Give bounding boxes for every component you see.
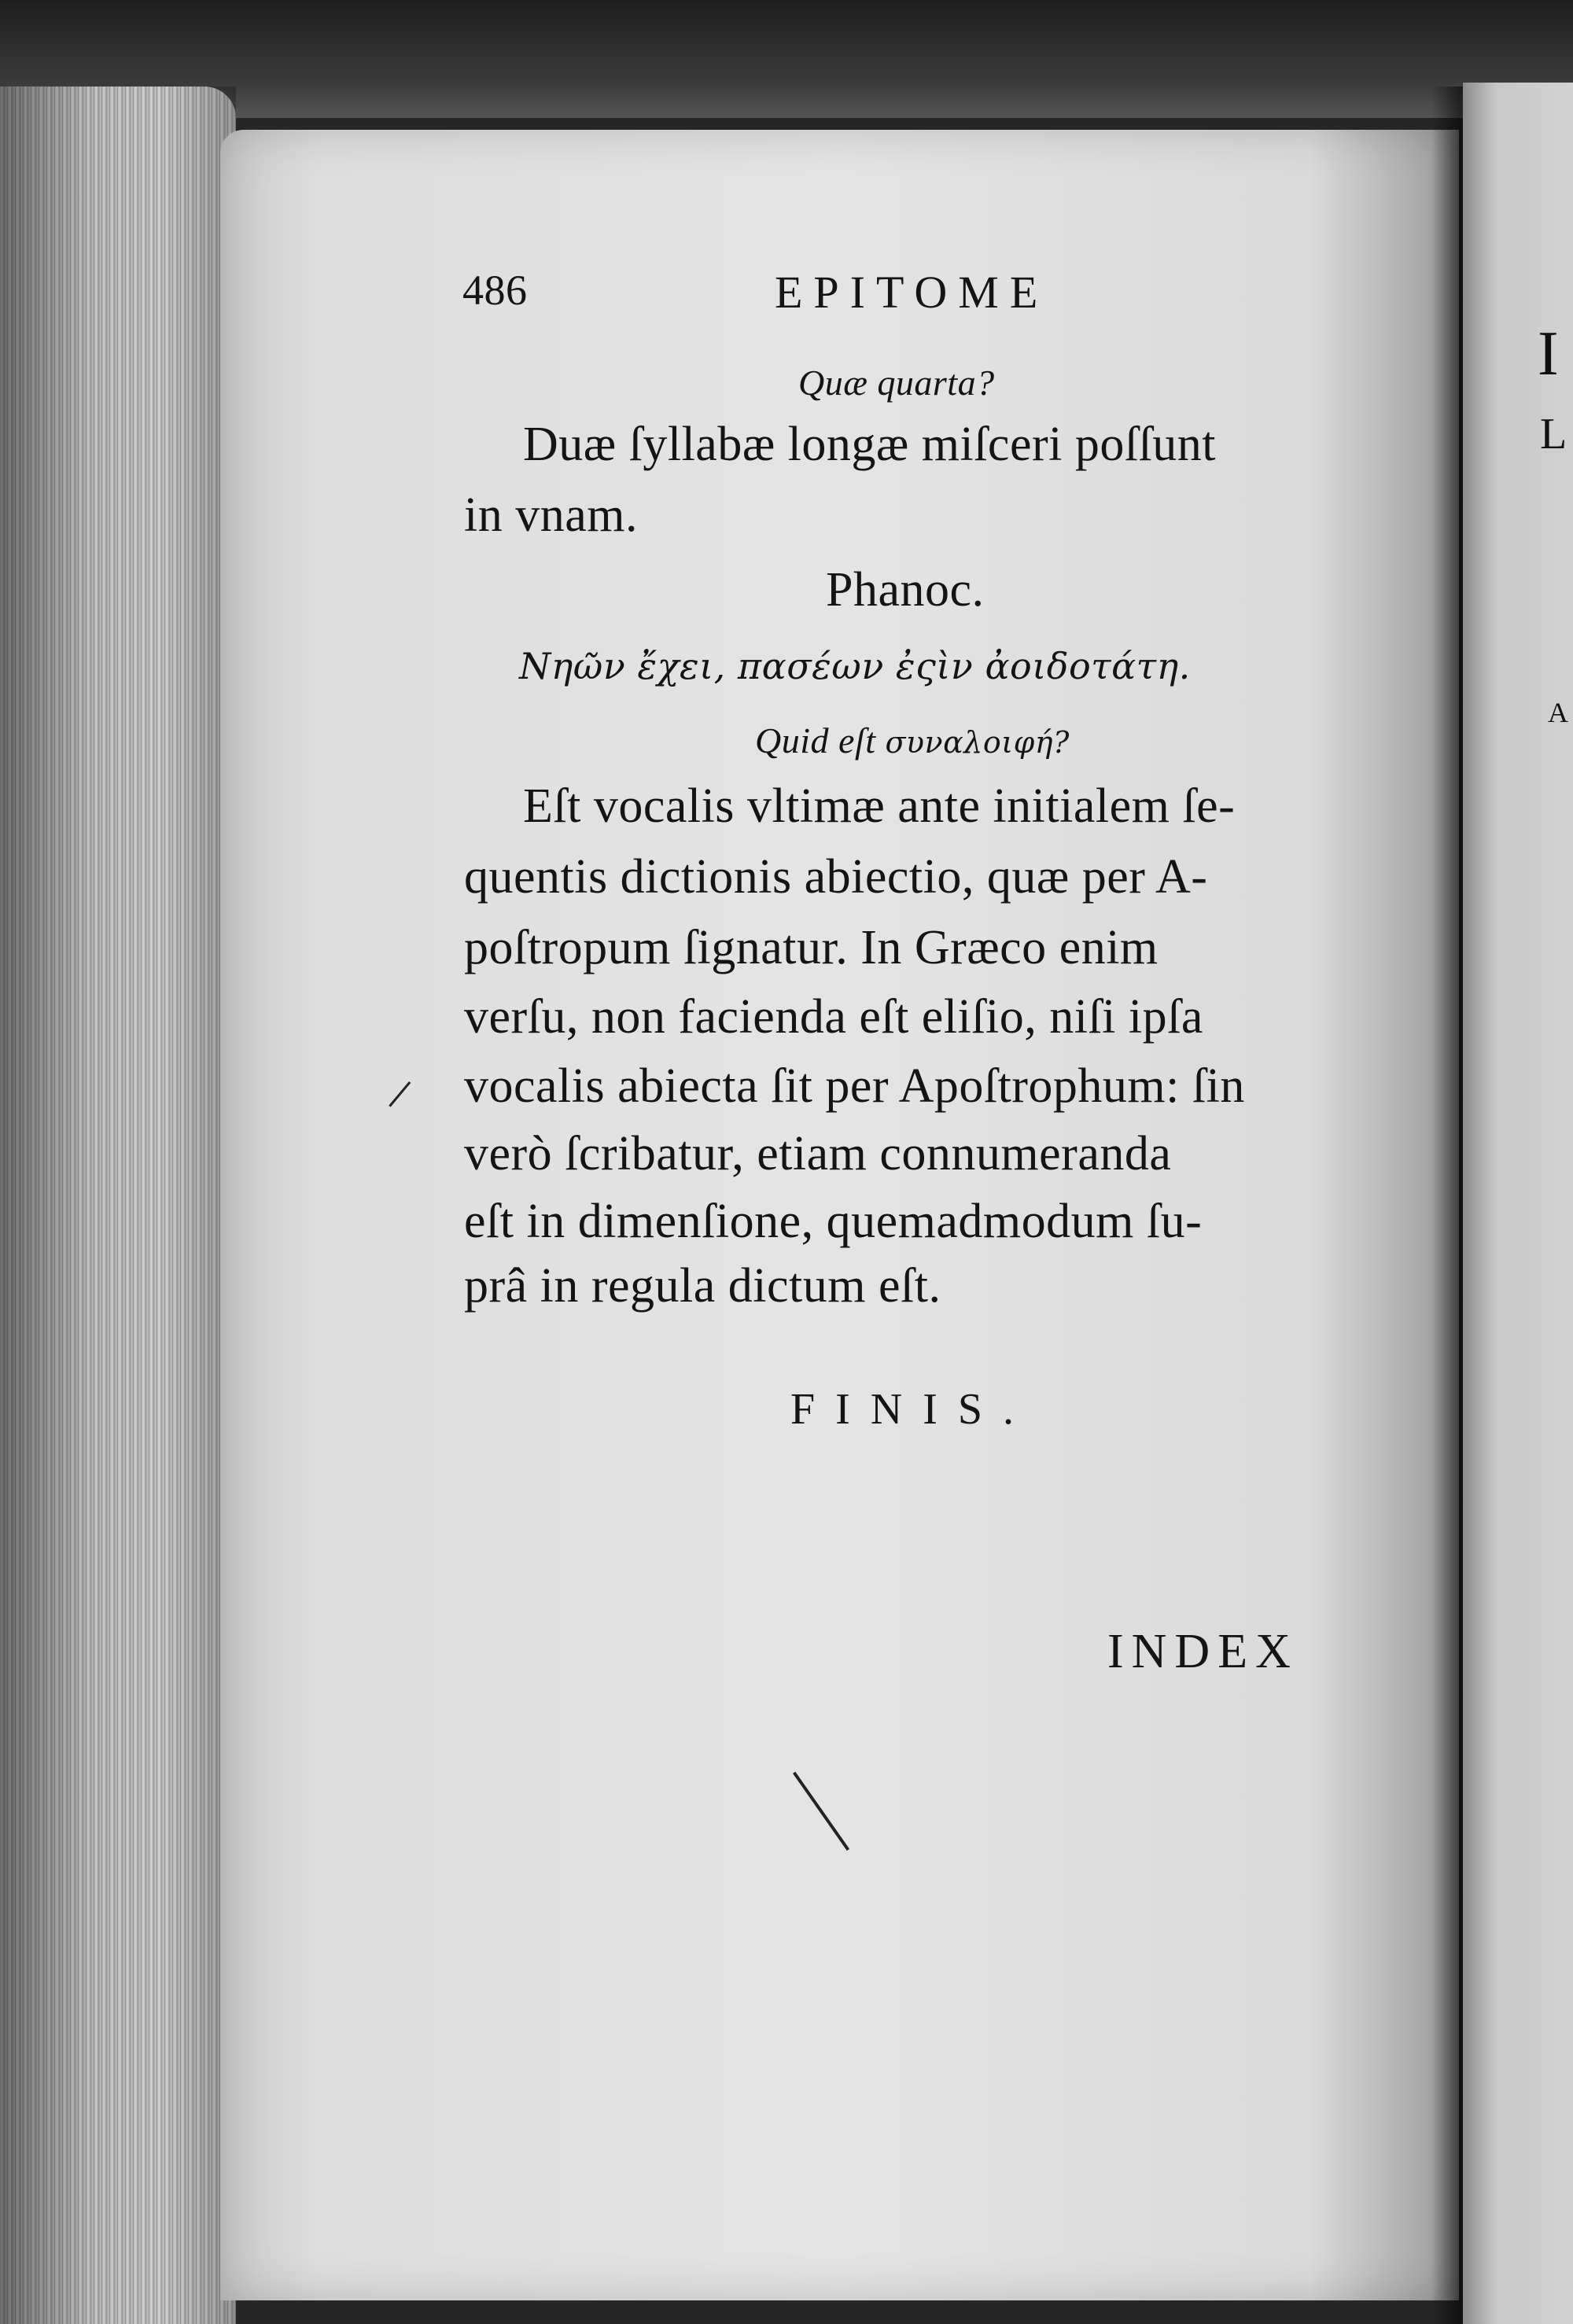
answer-line: verò ſcribatur, etiam connumeranda (464, 1127, 1172, 1180)
right-page-letter-l: L (1540, 410, 1567, 459)
answer-line: vocalis abiecta ſit per Apoſtrophum: ſin (464, 1059, 1245, 1113)
page-number: 486 (462, 267, 528, 314)
answer-line: verſu, non facienda eſt eliſio, niſi ipſa (464, 990, 1203, 1044)
answer-line: Duæ ſyllabæ longæ miſceri poſſunt (523, 418, 1217, 471)
running-head: EPITOME (775, 267, 1049, 318)
source-name: Phanoc. (826, 563, 985, 617)
answer-line: poſtropum ſignatur. In Græco enim (464, 921, 1159, 974)
answer-line: quentis dictionis abiectio, quæ per A- (464, 850, 1208, 904)
question-heading: Quæ quarta? (798, 363, 995, 403)
catchword: INDEX (1107, 1625, 1299, 1678)
right-page-margin-letter: A (1548, 697, 1568, 728)
answer-line: Eſt vocalis vltimæ ante initialem ſe- (523, 779, 1236, 833)
question-heading (755, 720, 1070, 761)
answer-line: in vnam. (464, 488, 638, 542)
right-page-letter-i: I (1538, 319, 1559, 389)
question-greek: συναλοιφή? (885, 725, 1070, 760)
question-latin: Quid eſt (755, 720, 876, 761)
greek-quotation: Νηῶν ἔχει, πασέων ἐςὶν ἀοιδοτάτη. (519, 645, 1191, 687)
answer-line: prâ in regula dictum eſt. (464, 1259, 941, 1313)
page-edges (0, 87, 236, 2324)
finis-mark: FINIS. (790, 1385, 1035, 1434)
book-cover-top (0, 0, 1573, 118)
answer-line: eſt in dimenſione, quemadmodum ſu- (464, 1195, 1203, 1248)
